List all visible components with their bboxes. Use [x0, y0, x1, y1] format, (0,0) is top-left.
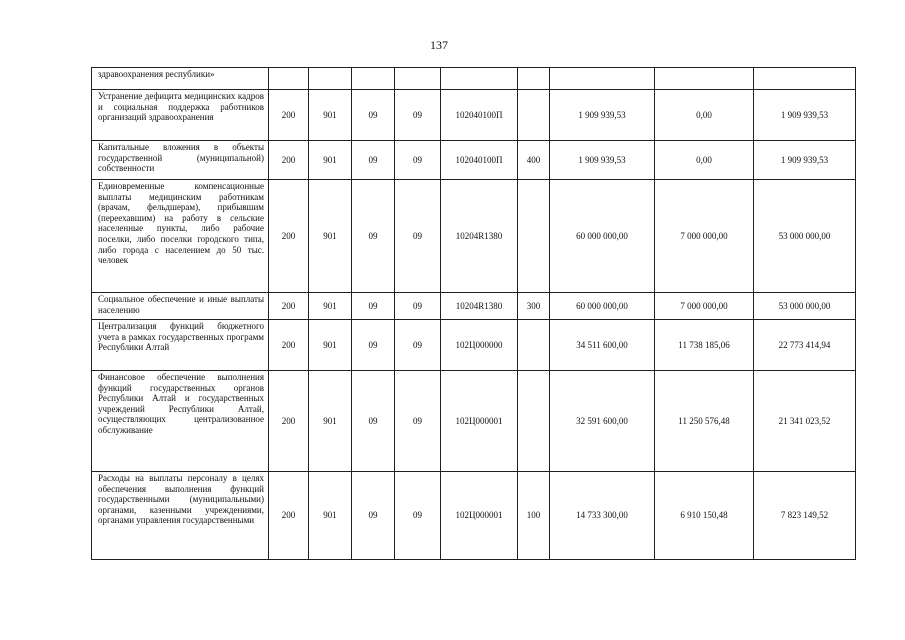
cell-expense-type: 100	[518, 472, 550, 560]
cell-section: 09	[352, 141, 395, 180]
cell-target: 10204R1380	[441, 293, 518, 320]
cell-remainder: 7 823 149,52	[754, 472, 856, 560]
cell-expense-type	[518, 180, 550, 293]
cell-change: 7 000 000,00	[655, 180, 754, 293]
page-number: 137	[430, 38, 448, 52]
cell-subsection: 09	[395, 371, 441, 472]
cell-ministry: 901	[309, 320, 352, 371]
cell-code: 200	[269, 90, 309, 141]
table-row	[92, 141, 856, 180]
cell-change: 11 250 576,48	[655, 371, 754, 472]
cell-total: 32 591 600,00	[550, 371, 655, 472]
cell-section: 09	[352, 180, 395, 293]
cell-remainder: 53 000 000,00	[754, 293, 856, 320]
cell-subsection: 09	[395, 293, 441, 320]
cell-expense-type	[518, 320, 550, 371]
row-name: Капитальные вложения в объекты государственной (муниципальной) собственности	[92, 141, 269, 180]
cell-target: 10204R1380	[441, 180, 518, 293]
table-row	[92, 371, 856, 472]
cell-code	[269, 68, 309, 90]
cell-total	[550, 68, 655, 90]
cell-ministry	[309, 68, 352, 90]
cell-section: 09	[352, 472, 395, 560]
cell-change: 0,00	[655, 90, 754, 141]
cell-code: 200	[269, 472, 309, 560]
cell-target: 102Ц000001	[441, 472, 518, 560]
cell-expense-type	[518, 68, 550, 90]
cell-total: 14 733 300,00	[550, 472, 655, 560]
cell-section: 09	[352, 320, 395, 371]
table-body	[92, 68, 856, 560]
cell-expense-type	[518, 90, 550, 141]
cell-target	[441, 68, 518, 90]
cell-remainder: 1 909 939,53	[754, 141, 856, 180]
cell-total: 1 909 939,53	[550, 141, 655, 180]
row-name: Расходы на выплаты персоналу в целях обеспечения выполнения функций государственными (муниципальными) органами, казенными учреждениями, органами управления государственными	[92, 472, 269, 560]
cell-target: 102Ц000000	[441, 320, 518, 371]
cell-remainder: 21 341 023,52	[754, 371, 856, 472]
cell-change: 11 738 185,06	[655, 320, 754, 371]
cell-change: 6 910 150,48	[655, 472, 754, 560]
cell-subsection: 09	[395, 320, 441, 371]
cell-section: 09	[352, 90, 395, 141]
cell-ministry: 901	[309, 90, 352, 141]
table-row	[92, 472, 856, 560]
budget-table	[91, 67, 856, 560]
cell-change: 0,00	[655, 141, 754, 180]
cell-subsection: 09	[395, 180, 441, 293]
cell-remainder	[754, 68, 856, 90]
row-name: здравоохранения республики»	[92, 68, 269, 90]
cell-total: 60 000 000,00	[550, 180, 655, 293]
row-name: Централизация функций бюджетного учета в рамках государственных программ Республики Алтай	[92, 320, 269, 371]
cell-target: 102040100П	[441, 141, 518, 180]
table-row	[92, 320, 856, 371]
cell-code: 200	[269, 293, 309, 320]
cell-change	[655, 68, 754, 90]
cell-subsection	[395, 68, 441, 90]
cell-expense-type: 400	[518, 141, 550, 180]
cell-remainder: 22 773 414,94	[754, 320, 856, 371]
cell-change: 7 000 000,00	[655, 293, 754, 320]
table-row	[92, 90, 856, 141]
cell-total: 1 909 939,53	[550, 90, 655, 141]
cell-expense-type: 300	[518, 293, 550, 320]
cell-target: 102040100П	[441, 90, 518, 141]
cell-ministry: 901	[309, 371, 352, 472]
cell-subsection: 09	[395, 90, 441, 141]
cell-target: 102Ц000001	[441, 371, 518, 472]
row-name: Устранение дефицита медицинских кадров и социальная поддержка работников организаций здравоохранения	[92, 90, 269, 141]
row-name: Единовременные компенсационные выплаты медицинским работникам (врачам, фельдшерам), прибывшим (переехавшим) на работу в сельские населенные пункты, либо рабочие поселки, либо поселки городского типа, либо города с населением до 50 тыс. человек	[92, 180, 269, 293]
table-row	[92, 68, 856, 90]
cell-subsection: 09	[395, 472, 441, 560]
cell-expense-type	[518, 371, 550, 472]
cell-ministry: 901	[309, 293, 352, 320]
cell-section: 09	[352, 293, 395, 320]
cell-code: 200	[269, 180, 309, 293]
cell-total: 34 511 600,00	[550, 320, 655, 371]
cell-remainder: 1 909 939,53	[754, 90, 856, 141]
cell-total: 60 000 000,00	[550, 293, 655, 320]
cell-code: 200	[269, 141, 309, 180]
cell-section	[352, 68, 395, 90]
row-name: Социальное обеспечение и иные выплаты населению	[92, 293, 269, 320]
cell-section: 09	[352, 371, 395, 472]
cell-ministry: 901	[309, 180, 352, 293]
cell-code: 200	[269, 371, 309, 472]
table-row	[92, 293, 856, 320]
cell-ministry: 901	[309, 141, 352, 180]
cell-subsection: 09	[395, 141, 441, 180]
table-row	[92, 180, 856, 293]
cell-ministry: 901	[309, 472, 352, 560]
cell-code: 200	[269, 320, 309, 371]
cell-remainder: 53 000 000,00	[754, 180, 856, 293]
row-name: Финансовое обеспечение выполнения функций государственных органов Республики Алтай и государственных учреждений Республики Алтай, осуществляющих централизованное обслуживание	[92, 371, 269, 472]
